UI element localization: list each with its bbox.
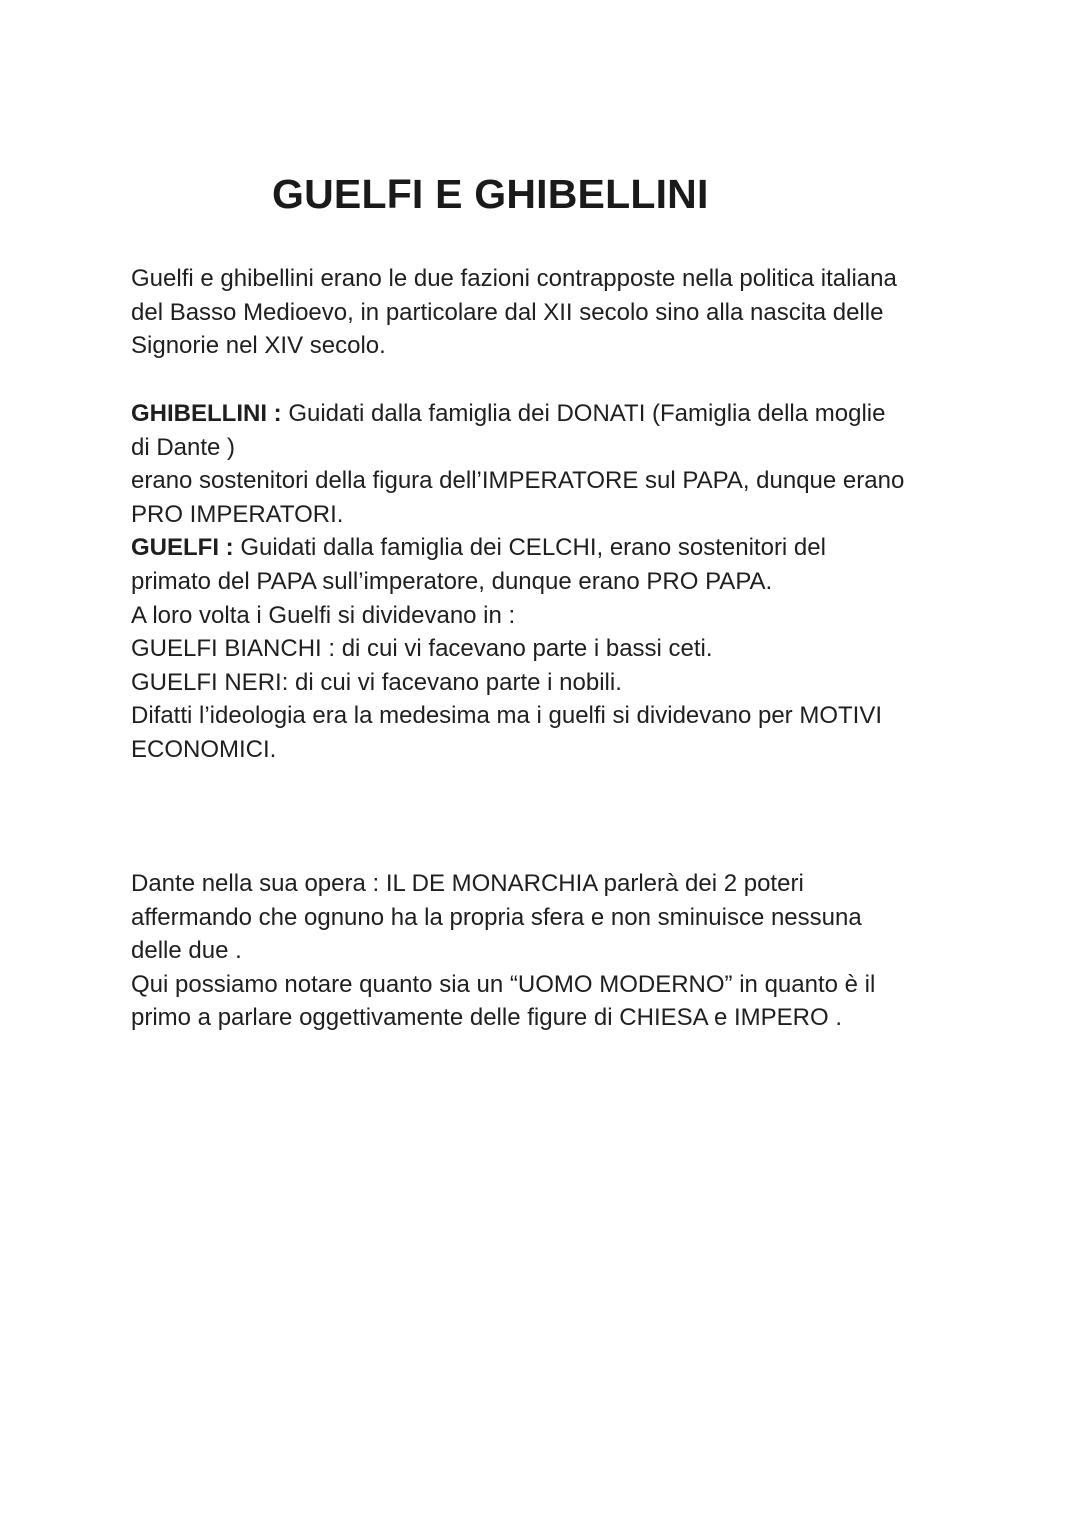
guelfi-line: A loro volta i Guelfi si dividevano in : xyxy=(131,601,516,629)
page-title: GUELFI E GHIBELLINI xyxy=(272,171,709,217)
intro-line: del Basso Medioevo, in particolare dal XII secolo sino alla nascita delle xyxy=(131,298,884,326)
ghibellini-line xyxy=(131,397,971,431)
guelfi-label: GUELFI : xyxy=(131,534,234,562)
dante-line: Dante nella sua opera : IL DE MONARCHIA parlerà dei 2 poteri xyxy=(131,870,804,897)
guelfi-text: Guidati dalla famiglia dei CELCHI, erano sostenitori del xyxy=(233,534,826,562)
guelfi-line: primato del PAPA sull’imperatore, dunque erano PRO PAPA. xyxy=(131,567,773,595)
guelfi-line: GUELFI BIANCHI : di cui vi facevano parte i bassi ceti. xyxy=(131,635,713,663)
dante-line: Qui possiamo notare quanto sia un “UOMO MODERNO” in quanto è il xyxy=(131,970,876,998)
intro-line: Guelfi e ghibellini erano le due fazioni contrapposte nella politica italiana xyxy=(131,265,897,292)
dante-paragraph xyxy=(131,867,971,1035)
ghibellini-label: GHIBELLINI : xyxy=(131,400,282,427)
ghibellini-line: PRO IMPERATORI. xyxy=(131,500,344,528)
ghibellini-text: Guidati dalla famiglia dei DONATI (Famiglia della moglie xyxy=(281,400,886,427)
guelfi-line: GUELFI NERI: di cui vi facevano parte i nobili. xyxy=(131,668,622,696)
dante-line: affermando che ognuno ha la propria sfera e non sminuisce nessuna xyxy=(131,903,862,931)
guelfi-line xyxy=(131,531,971,565)
ghibellini-line: di Dante ) xyxy=(131,433,236,461)
dante-line: primo a parlare oggettivamente delle figure di CHIESA e IMPERO . xyxy=(131,1004,842,1032)
intro-paragraph xyxy=(131,262,971,363)
guelfi-line: Difatti l’ideologia era la medesima ma i guelfi si dividevano per MOTIVI xyxy=(131,702,882,730)
factions-section xyxy=(131,397,971,767)
guelfi-line: ECONOMICI. xyxy=(131,735,277,763)
dante-line: delle due . xyxy=(131,937,242,965)
ghibellini-line: erano sostenitori della figura dell’IMPERATORE sul PAPA, dunque erano xyxy=(131,467,905,495)
intro-line: Signorie nel XIV secolo. xyxy=(131,332,386,360)
